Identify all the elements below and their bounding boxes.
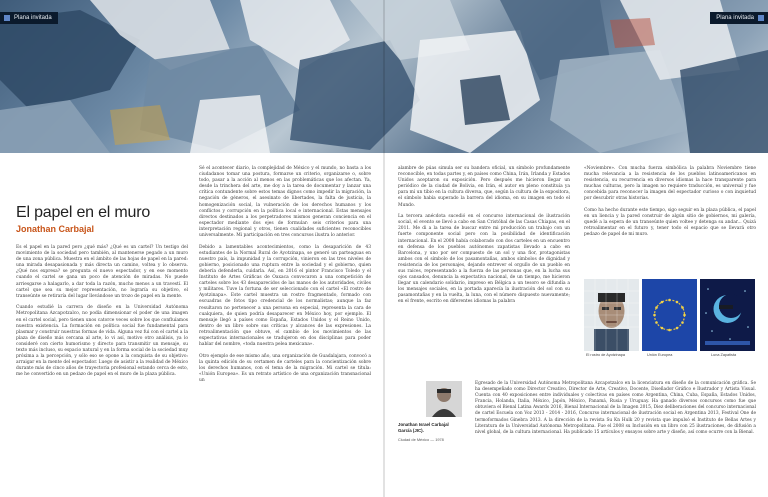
bio-author-city: Ciudad de México — 1978	[398, 437, 444, 442]
page-fold	[383, 0, 385, 497]
poster-rostro-ayotzinapa	[584, 279, 639, 351]
bio-author-name: Jonathan Israel Carbajal García (JIC).	[398, 422, 449, 433]
face-mosaic-image	[584, 279, 639, 351]
barbed-wire-stars-image	[642, 279, 697, 351]
paragraph: Otro ejemplo de ese mismo año, una organización de Guadalajara, convocó a la quinta edición de su certamen de carteles para la concientización sobre los derechos humanos, con el tema de la migración. Mi cartel se titula: «Unión Europea». Es un retrato artístico de una organización transnacional un	[199, 353, 371, 384]
section-tag-right	[710, 12, 768, 24]
caption-3: Luna Zapatista	[711, 353, 737, 357]
paragraph: Cuando estudié la carrera de diseño en la Universidad Autónoma Metropolitana Azcapotzalco, no podía dimensionar el poder de una imagen en el cartel social, pero tienen unos catorce veces sobre los que confluíamos nuestra existencia. La formación en política social fue fundamental para plasmar y construir nuestras formas de vida. Alguna vez fui con el cartel a la plaza de diseño más cercana al arte, lo vi así, motivo otro análisis, ya lo consideré con cierto humorismo y directo para transmitir un mensaje, su texto más incluso, su espacio natural y en la forma social de la sociedad muy próxima a la percepción, y sólo eso se opone a la conquista de su objetivo: arraigar en la mente del espectador. Luego de asistir a la realidad de México durante más de cinco años de trayectoria profesional estando cerca de esto, me he convertido en un pedazo de papel en el muro de la plaza pública.	[16, 305, 188, 378]
author-avatar	[426, 381, 462, 417]
paragraph: Debido a lamentables acontecimientos, como la desaparición de 43 estudiantes de la Normal Rural de Ayotzinapa, se generó un parteaguas en nuestro país, la impunidad y la corrupción, vinieron en las tres niveles de gobierno, posicionado una ruptura entre la sociedad y el gobierno, quien debería defenderla, cuidarla. Así, en 2016 el pintor Francisco Toledo y el Instituto de Artes Gráficas de Oaxaca convocaron a una competición de carteles sobre los 43 desaparecidos de las manos de los autoridades, civiles y militares. Tuve la fortuna de ser seleccionado con el cartel «El rostro de Ayotzinapa». Este cartel muestra un rostro fragmentado, formado con escuadras de fotos tipo credencial de los normalistas; aunque la faz resultaron no pertenecer a una persona en especial, representa la cara de cualquiera, de quien podría desaparecer en México hoy, por ejemplo. El mensaje llegó a países como España, Estados Unidos y el Reino Unido, dentro de un libro sobre sus críticas y alcances de las expresiones. La retroalimentación que obtuve, el cambio de los movimientos de las expectativas internacionales se tradujeron en dos disciplinas para poder hablar del nombre, «toda nuestra pelea mexicana».	[199, 244, 371, 348]
paragraph: Como ha hecho durante este tiempo, sigo seguir en la plaza pública, el papel en un liencia y la pared construir de algún sitio de gobiernos, mi galería, quedé a la espera de un transeúnte quien voltee y detenga su andar... Quizá retroalimentar en el futuro y, tener todo el espacio que se llevará otro pedazo de papel de mi muro.	[584, 208, 756, 238]
poster-union-europea	[642, 279, 697, 351]
caption-1: El rostro de Ayotzinapa	[586, 353, 625, 357]
text-column-3	[398, 166, 570, 311]
paragraph: Es el papel en la pared pero ¿qué más? ¿Qué es un cartel? Un testigo del movimiento de la sociedad pero también, al mantenerse pegado a un muro de una zona pública. Muestra en el ámbito de las hojas de papel en la pared: una mirada desapasionada y más directa un camino, voltea y lo observa. ¿Qué nos expresa? se pregunta el nuevo espectador, y en ese momento cuando el cartel se gana un poco de atención de miradas. No puede arriesgarse a halagarlo, a dar toda la razón, mucho menos a un travestí. El cartel que sea su mejor representación, no lograría su objetivo, el transeúnte se retiraría del lugar llevándose un trozo de papel en la mente.	[16, 245, 188, 299]
section-tag-right-label: Plana invitada	[716, 15, 754, 21]
poster-luna-zapatista	[700, 279, 755, 351]
article-author: Jonathan Carbajal	[16, 224, 95, 234]
text-column-2	[199, 166, 371, 390]
section-tag-left	[0, 12, 58, 24]
paragraph: «Noviembre». Con mucha fuerza simbólica la palabra Noviembre tiene mucha relevancia a la resistencia de los pueblos latinoamericanos en resistencia, su recurrencia en diversos idiomas la hace transparente para muchas culturas, pero la imagen no requiere traducción, es universal y fue concebida para reconocer la imagen del espectador curioso o con inquietud por descubrir otras historias.	[584, 166, 756, 202]
square-bullet-icon	[758, 15, 764, 21]
text-column-1	[16, 245, 188, 384]
text-column-4	[584, 166, 756, 244]
paragraph: alambre de púas simula ser su bandera oficial, un símbolo profundamente reconocible, en todas partes y, en países como China, Irán, Irlanda y Estados Unidos aceptaron su exposición. Pero después me hicieron llegar un periódico de la ciudad de Bolivia, en Irán, el autor en pleno constituía ya para mí un tibio en la cultura diversa, que, según la cultura de la expositora, el símbolo había superado la barrera del idioma, en su imagen en todo el Mundo.	[398, 166, 570, 208]
section-tag-left-label: Plana invitada	[14, 15, 52, 21]
article-title: El papel en el muro	[16, 204, 151, 221]
caption-2: Unión Europea	[647, 353, 673, 357]
paragraph: La tercera anécdota sucedió en el concurso internacional de ilustración social, el evento se llevó a cabo en San Cristóbal de las Casas Chiapas, en el 2011. Me di a la tarea de buscar entre mi producción un trabajo con un fuerte componente social pero con la posibilidad de identificación internacional. En el 2008 había colaborado con dos carteles en un encuentro en defensa de los pueblos autónomos zapatistas llevado a cabo en Barcelona, y uno por ser compuesto de un sol y una flor, protagonistas ambos con el símbolo de los pasamontañas, ambos símbolos de dignidad y resistencia de los personajes, dejando entrever el orgullo de un pueblo en sus raíces, representando a la fuerza de las personas que, en la lucha sus ojos cansados, denuncia la expectativa nacional, de un tiempo, me hicieron llegar un calendario solidario, impreso en Bélgica a un tesoro se difundía a los mensajes sociales, en la portada aparecía la ilustración del sol con su pasamontañas y en la vuelta, la luna, con el número dispuesto nuevamente; en el frente, escrito en diferentes idiomas la palabra	[398, 214, 570, 305]
bio-text: Egresado de la Universidad Autónoma Metropolitana Azcapotzalco en la licenciatura en diseño de la comunicación gráfica. Se ha desempeñado como Director Creativo, Director de Arte, Creativo, Docente, Diseñador Gráfico e Ilustrador y Artista Visual. Cuenta con 40 exposiciones entre individuales y colectivas en países como Argentina, China, Cuba, España, Estados Unidos, Francia, Holanda, Italia, México, Japón, México, Panamá, Rusia y Uruguay. Ha ganado diversos concursos como fue que obtuviera el Bienal Latina Awards 2016, Bienal Internacional de la Imagen 2015, Diez deliberaciones del concurso internacional de cartel Escuela con Voz 2013 - 2014 - 2016, Concurso internacional de ilustración social en Argentina 2013, Festival One de termoformados Ginebra 2013. A la dirección de la revista Su Kn Hulk 20 y revista que impulsó el Instituto de Bellas Artes y Literatura de la Universidad Autónoma Metropolitana. Fue el 2008 su Inclusión en un libro con 25 ilustraciones, de difusión a nivel global, de la cultura internacional. Ha publicado 15 artículos y ensayos sobre arte y diseño, así como ocurre con la Bienal.	[475, 381, 756, 435]
square-bullet-icon	[4, 15, 10, 21]
zapatista-moon-image	[700, 279, 755, 351]
poster-thumbnails	[584, 279, 756, 361]
paragraph: Sé el acontecer diario, la complejidad de México y el mundo, no basta a los ciudadanos tomar una postura, formarse un criterio, organizarse o, sobre todo, pasar a la acción al menos en las problemáticas que los afectan. Ya, desde la trinchera del arte, me doy a la tarea de documentar y lanzar una crítica contundente sobre estos temas dignos como impedir la migración, la negación de géneros, el asesinato de libertades, la falta de justicia, la homogenización social, la vulneración de los derechos humanos y los conflictos y corrupción en la política local e internacional. Estas mensajes directos destinados a los perpetradores mismos generan conciencia en el espectador mediante dos ejes de formular: seis criterios para una interpretación regional y otros, tienen cualidades suficientes reconocibles universalmente. Mi participación en tres concursos ilustra lo anterior.	[199, 166, 371, 239]
